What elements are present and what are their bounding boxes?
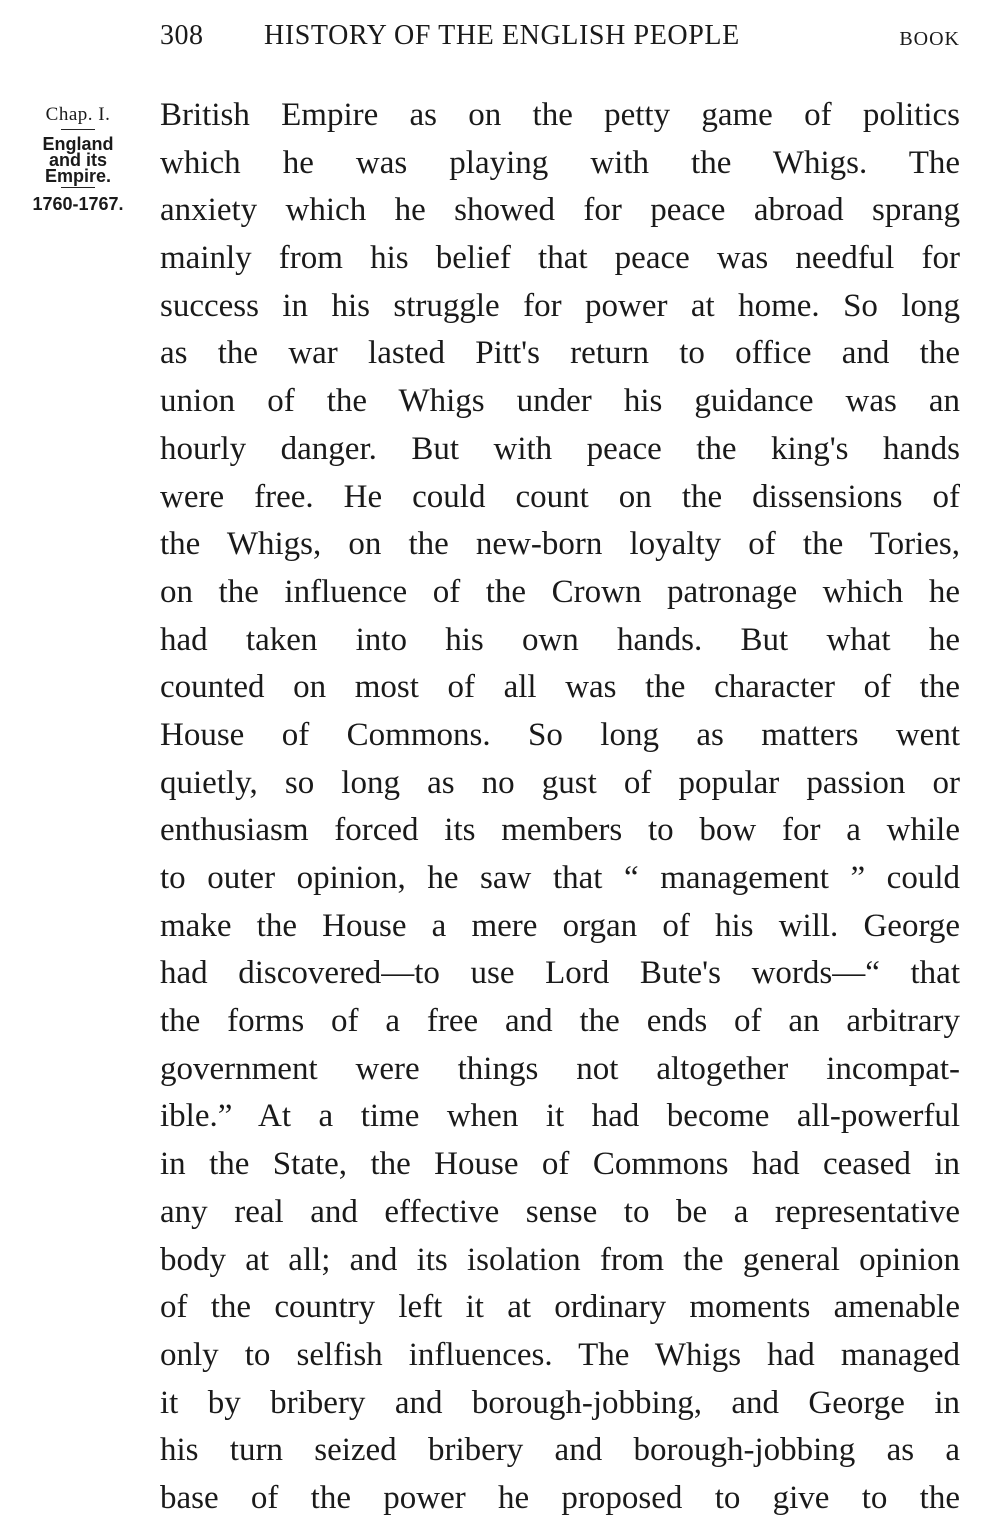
text-line: government were things not altogether incompat- (160, 1050, 960, 1087)
topic-line: and its (48, 150, 107, 170)
page-number: 308 (160, 20, 204, 51)
margin-notes (18, 100, 138, 215)
text-line: had taken into his own hands. But what he (160, 621, 960, 658)
text-line: his turn seized bribery and borough-jobbing as a (160, 1432, 960, 1469)
text-line: body at all; and its isolation from the general opinion (160, 1241, 960, 1278)
text-line: were free. He could count on the dissensions of (160, 478, 960, 515)
date-range: 1760-1767. (32, 194, 124, 214)
text-line: union of the Whigs under his guidance was an (160, 383, 960, 420)
text-line: anxiety which he showed for peace abroad sprang (160, 192, 960, 229)
text-line: the Whigs, on the new-born loyalty of the Tories, (160, 526, 960, 563)
text-line: quietly, so long as no gust of popular passion or (160, 764, 960, 801)
chapter-label: Chap. I. (45, 104, 111, 125)
text-line: British Empire as on the petty game of politics (160, 97, 960, 133)
text-line: the forms of a free and the ends of an arbitrary (160, 1003, 960, 1040)
main-text (160, 92, 960, 1523)
text-line: had discovered—to use Lord Bute's words—“ that (160, 955, 960, 992)
text-line: which he was playing with the Whigs. The (160, 144, 960, 181)
topic-line: England (42, 134, 114, 154)
text-line: any real and effective sense to be a representative (160, 1193, 960, 1230)
text-line: only to selfish influences. The Whigs had managed (160, 1336, 960, 1373)
text-line: mainly from his belief that peace was needful for (160, 240, 960, 277)
text-line: hourly danger. But with peace the king's hands (160, 430, 960, 467)
text-line: House of Commons. So long as matters went (160, 716, 960, 753)
topic-note (18, 136, 138, 184)
topic-rule (61, 187, 95, 188)
running-title: HISTORY OF THE ENGLISH PEOPLE (264, 20, 740, 51)
chapter-rule (61, 129, 95, 130)
text-line: of the country left it at ordinary moments amenable (160, 1289, 960, 1326)
text-line: to outer opinion, he saw that “ management ” could (160, 860, 960, 896)
text-line: make the House a mere organ of his will. George (160, 907, 960, 944)
running-header (160, 18, 960, 62)
text-line: success in his struggle for power at home. So long (160, 287, 960, 324)
text-line: on the influence of the Crown patronage which he (160, 573, 960, 610)
topic-line: Empire. (44, 166, 112, 186)
text-line: enthusiasm forced its members to bow for a while (160, 812, 960, 849)
text-line: as the war lasted Pitt's return to office and the (160, 335, 960, 372)
text-line: it by bribery and borough-jobbing, and George in (160, 1384, 960, 1421)
text-line: in the State, the House of Commons had ceased in (160, 1146, 960, 1183)
book-label: BOOK (899, 28, 960, 50)
text-line: base of the power he proposed to give to the (160, 1479, 960, 1516)
text-line: counted on most of all was the character of the (160, 669, 960, 706)
text-line: ible.” At a time when it had become all-powerful (160, 1098, 960, 1135)
